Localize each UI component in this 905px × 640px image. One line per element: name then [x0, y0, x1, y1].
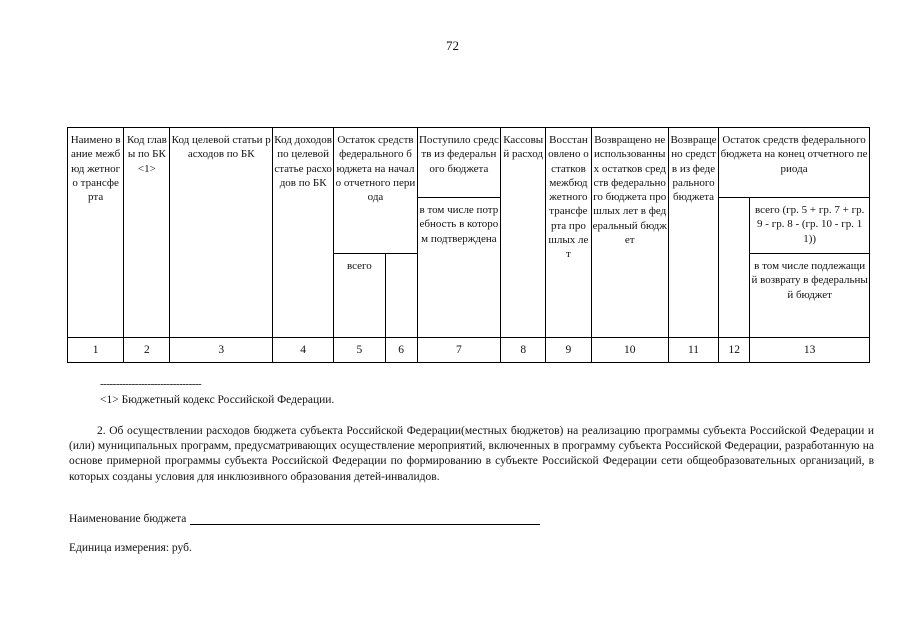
column-number: 12 — [719, 338, 750, 363]
header-chapter-code: Код главы по БК <1> — [124, 128, 170, 338]
header-received: Поступило средств из федерального бюджета — [417, 128, 500, 198]
column-number: 11 — [668, 338, 718, 363]
header-end-balance-empty — [719, 198, 750, 338]
footnote: <1> Бюджетный кодекс Российской Федерации. — [100, 394, 335, 406]
header-transfer-name: Наимено вание межбюд жетного трансфе рта — [68, 128, 124, 338]
column-number: 1 — [68, 338, 124, 363]
header-end-balance-total: всего (гр. 5 + гр. 7 + гр. 9 - гр. 8 - (гр. 10 - гр. 11)) — [750, 198, 870, 254]
header-cash-expense: Кассовый расход — [501, 128, 546, 338]
column-number: 6 — [385, 338, 417, 363]
unit-label: Единица измерения: руб. — [69, 542, 192, 554]
header-end-balance-to-return: в том числе подлежащий возврату в федеральный бюджет — [750, 254, 870, 338]
column-number: 13 — [750, 338, 870, 363]
budget-name-line — [69, 512, 540, 525]
report-table — [67, 127, 870, 363]
column-number: 2 — [124, 338, 170, 363]
column-number: 5 — [334, 338, 385, 363]
budget-name-label: Наименование бюджета — [69, 513, 187, 525]
section-paragraph: 2. Об осуществлении расходов бюджета субъекта Российской Федерации(местных бюджетов) на реализацию программы субъекта Российской Федерации и (или) муниципальных программ, предусматривающих осуществление мероприятий, включенных в программу субъекта Российской Федерации, разработанную на основе примерной программы субъекта Российской Федерации по формированию в субъекте Российской Федерации сети общеобразовательных организаций, в которых созданы условия для инклюзивного образования детей-инвалидов. — [69, 425, 874, 483]
header-income-code: Код доходов по целевой статье расходов по БК — [272, 128, 333, 338]
header-returned-from-federal: Возвращено средств из федерального бюджета — [668, 128, 718, 338]
page-number: 72 — [446, 38, 459, 53]
header-start-balance-empty — [385, 254, 417, 338]
header-target-article-code: Код целевой статьи расходов по БК — [170, 128, 273, 338]
header-end-balance: Остаток средств федерального бюджета на конец отчетного периода — [719, 128, 870, 198]
column-number: 9 — [546, 338, 591, 363]
header-start-balance-total: всего — [334, 254, 385, 338]
header-returned-unused: Возвращено неиспользованных остатков средств федерального бюджета прошлых лет в федеральный бюджет — [591, 128, 668, 338]
footnote-separator: -------------------------------- — [100, 378, 202, 390]
header-restored: Восстановлено остатков межбюджетного трансферта прошлых лет — [546, 128, 591, 338]
column-number: 4 — [272, 338, 333, 363]
column-number: 7 — [417, 338, 500, 363]
column-number: 3 — [170, 338, 273, 363]
column-number: 10 — [591, 338, 668, 363]
column-number-row — [68, 338, 870, 363]
budget-name-field[interactable] — [190, 512, 540, 525]
header-received-confirmed: в том числе потребность в котором подтверждена — [417, 198, 500, 338]
column-number: 8 — [501, 338, 546, 363]
header-start-balance: Остаток средств федерального бюджета на начало отчетного периода — [334, 128, 417, 254]
